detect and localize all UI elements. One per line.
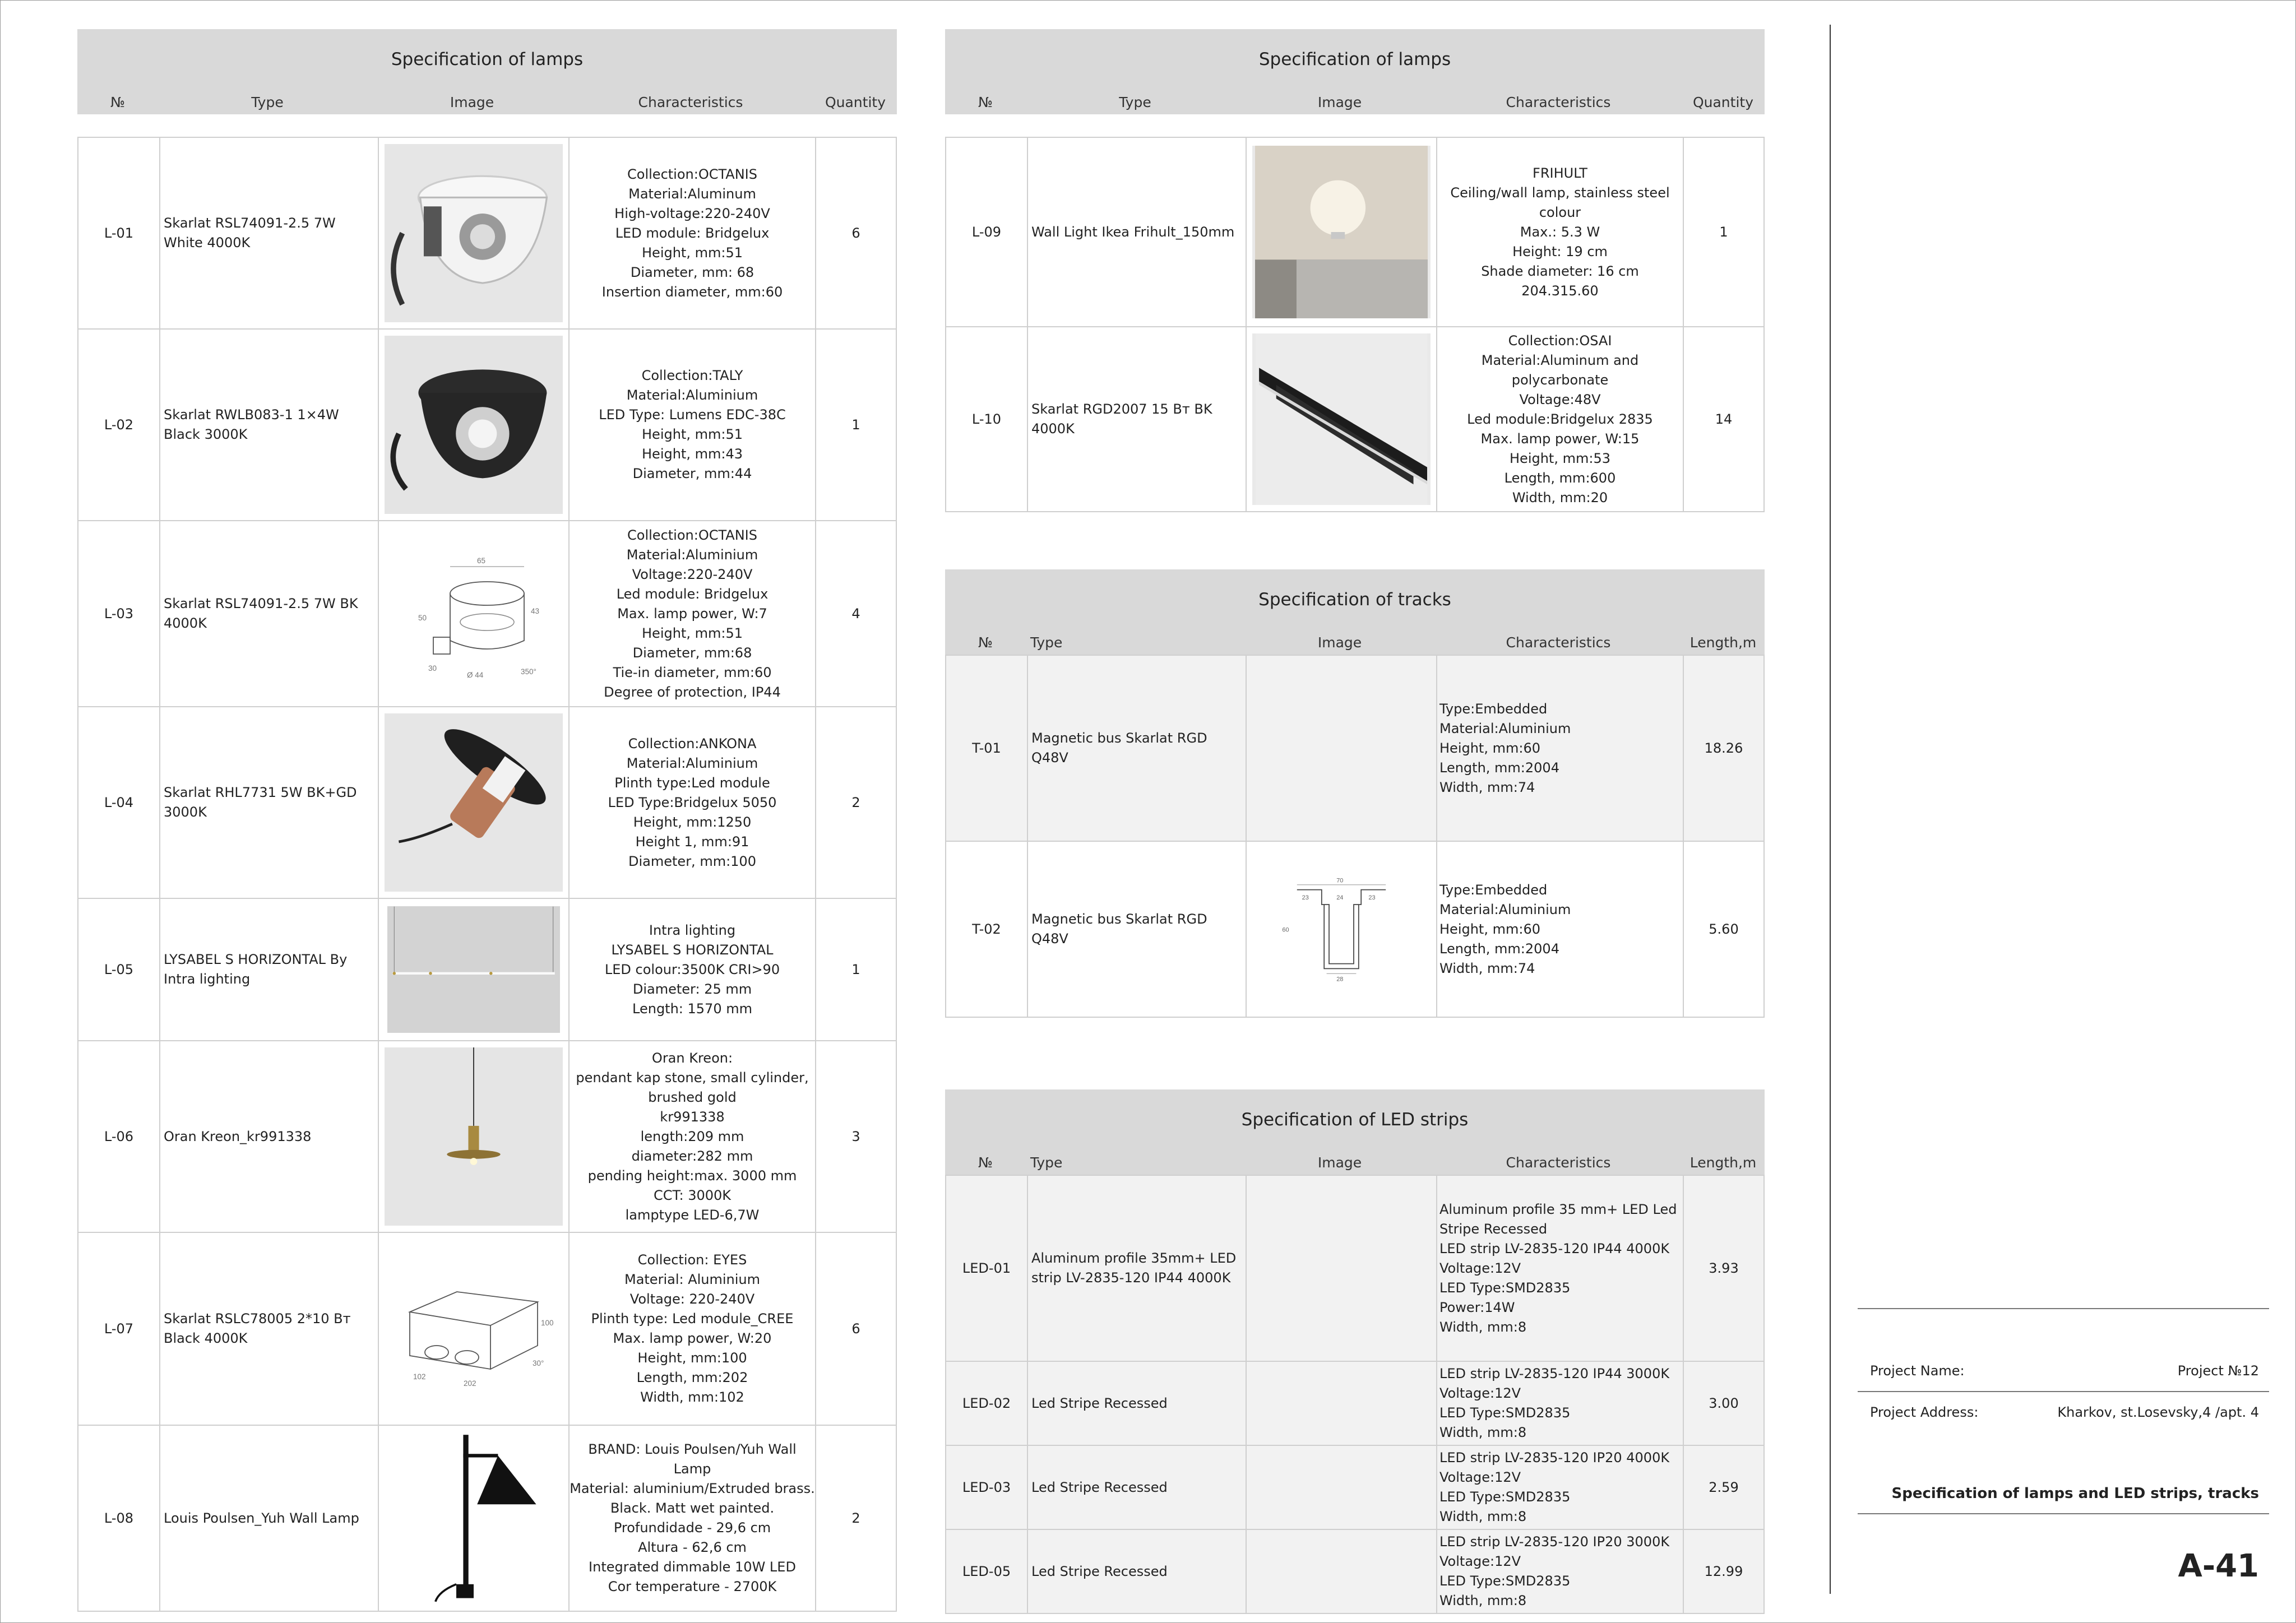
sheet-number: A-41 xyxy=(2178,1548,2259,1584)
row-type: Led Stripe Recessed xyxy=(1027,1362,1246,1445)
row-number: L-09 xyxy=(971,224,1002,240)
gold-pendant-icon xyxy=(385,1047,563,1226)
led-title: Specification of LED strips xyxy=(945,1089,1765,1150)
row-number: T-01 xyxy=(972,740,1001,756)
row-quantity: 2 xyxy=(815,707,896,898)
svg-text:24: 24 xyxy=(1336,894,1344,902)
row-quantity: 6 xyxy=(815,138,896,328)
row-number: LED-05 xyxy=(962,1563,1011,1579)
row-characteristics: Intra lighting LYSABEL S HORIZONTAL LED colour:3500K CRI>90 Diameter: 25 mm Length: 1570 mm xyxy=(568,899,815,1040)
tracks-header: № Type Image Characteristics Length,m xyxy=(945,630,1765,655)
row-quantity: 2 xyxy=(815,1426,896,1611)
sidebar-divider xyxy=(1830,25,1831,1594)
row-type: Louis Poulsen_Yuh Wall Lamp xyxy=(159,1426,378,1611)
svg-text:102: 102 xyxy=(413,1372,426,1381)
table-row xyxy=(946,656,1763,841)
col-quantity-header: Quantity xyxy=(825,94,886,110)
table-row xyxy=(78,1232,896,1425)
row-length: 3.93 xyxy=(1683,1176,1763,1361)
lamps-left-title: Specification of lamps xyxy=(77,29,897,90)
svg-text:65: 65 xyxy=(477,557,486,565)
row-characteristics: Collection:TALY Material:Aluminium LED Type: Lumens EDC-38C Height, mm:51 Height, mm:43 Diameter, mm:44 xyxy=(568,330,815,520)
svg-text:28: 28 xyxy=(1336,976,1344,983)
lamps-left-header xyxy=(77,90,897,114)
table-row xyxy=(946,1445,1763,1529)
row-type: Led Stripe Recessed xyxy=(1027,1446,1246,1529)
svg-text:70: 70 xyxy=(1336,877,1344,884)
row-type: Magnetic bus Skarlat RGD Q48V xyxy=(1027,842,1246,1017)
double-spot-drawing-icon xyxy=(385,1245,563,1413)
row-image-empty xyxy=(1246,1530,1436,1613)
table-row xyxy=(946,138,1763,326)
svg-text:350°: 350° xyxy=(521,667,536,676)
tracks-title: Specification of tracks xyxy=(945,569,1765,630)
row-characteristics: Oran Kreon: pendant kap stone, small cylinder, brushed gold kr991338 length:209 mm diameter:282 mm pending height:max. 3000 mm CCT: 3000K lamptype LED-6,7W xyxy=(568,1041,815,1232)
table-row xyxy=(946,1176,1763,1361)
row-type: Oran Kreon_kr991338 xyxy=(159,1041,378,1232)
white-downlight-icon xyxy=(385,144,563,322)
row-number: LED-02 xyxy=(962,1395,1011,1411)
table-row xyxy=(78,138,896,328)
row-type: Wall Light Ikea Frihult_150mm xyxy=(1027,138,1246,326)
table-row xyxy=(946,326,1763,511)
row-quantity: 1 xyxy=(1683,138,1763,326)
lamps-left-section xyxy=(77,29,897,1612)
downlight-drawing-icon xyxy=(385,530,563,698)
row-characteristics: Collection: EYES Material: Aluminium Voltage: 220-240V Plinth type: Led module_CREE Max. lamp power, W:20 Height, mm:100 Length, mm:202 Width, mm:102 xyxy=(568,1233,815,1425)
row-quantity: 14 xyxy=(1683,327,1763,511)
row-type: Magnetic bus Skarlat RGD Q48V xyxy=(1027,656,1246,841)
row-quantity: 1 xyxy=(815,899,896,1040)
row-quantity: 4 xyxy=(815,521,896,706)
row-characteristics: Collection:OCTANIS Material:Aluminum High-voltage:220-240V LED module: Bridgelux Height, mm:51 Diameter, mm: 68 Insertion diameter, mm:60 xyxy=(568,138,815,328)
col-num-header: № xyxy=(110,94,125,110)
project-name-label: Project Name: xyxy=(1870,1363,1965,1379)
row-characteristics: Collection:OSAI Material:Aluminum and polycarbonate Voltage:48V Led module:Bridgelux 2835 Max. lamp power, W:15 Height, mm:53 Length, mm:600 Width, mm:20 xyxy=(1436,327,1683,511)
row-number: L-04 xyxy=(104,794,134,810)
lamps-right-section xyxy=(945,29,1765,512)
row-length: 18.26 xyxy=(1683,656,1763,841)
linear-track-light-icon xyxy=(1252,333,1431,505)
sheet-title: Specification of lamps and LED strips, tracks xyxy=(1891,1485,2259,1502)
svg-text:50: 50 xyxy=(418,614,427,622)
lamps-right-table xyxy=(945,137,1765,512)
row-characteristics: FRIHULT Ceiling/wall lamp, stainless steel colour Max.: 5.3 W Height: 19 cm Shade diameter: 16 cm 204.315.60 xyxy=(1436,138,1683,326)
row-length: 3.00 xyxy=(1683,1362,1763,1445)
row-number: L-05 xyxy=(104,961,134,977)
row-image-empty xyxy=(1246,1446,1436,1529)
row-number: LED-01 xyxy=(962,1260,1011,1276)
row-number: L-07 xyxy=(104,1320,134,1337)
svg-text:23: 23 xyxy=(1368,894,1376,902)
row-type: Skarlat RSL74091-2.5 7W White 4000K xyxy=(159,138,378,328)
lamps-right-title: Specification of lamps xyxy=(945,29,1765,90)
row-number: L-01 xyxy=(104,225,134,241)
svg-text:30°: 30° xyxy=(533,1359,544,1367)
tracks-table xyxy=(945,655,1765,1018)
row-characteristics: Type:Embedded Material:Aluminium Height, mm:60 Length, mm:2004 Width, mm:74 xyxy=(1436,842,1683,1017)
row-image-empty xyxy=(1246,1362,1436,1445)
project-address-label: Project Address: xyxy=(1870,1404,1979,1420)
black-downlight-icon xyxy=(385,336,563,514)
row-length: 2.59 xyxy=(1683,1446,1763,1529)
lamps-right-header: № Type Image Characteristics Quantity xyxy=(945,90,1765,114)
table-row xyxy=(78,520,896,706)
svg-text:23: 23 xyxy=(1302,894,1309,902)
led-header: № Type Image Characteristics Length,m xyxy=(945,1150,1765,1175)
row-image-empty xyxy=(1246,656,1436,841)
globe-wall-light-icon xyxy=(1252,146,1431,318)
row-quantity: 6 xyxy=(815,1233,896,1425)
lamps-left-table xyxy=(77,137,897,1612)
row-type: Skarlat RSLC78005 2*10 Вт Black 4000K xyxy=(159,1233,378,1425)
row-number: T-02 xyxy=(972,921,1001,937)
row-characteristics: Collection:OCTANIS Material:Aluminium Voltage:220-240V Led module: Bridgelux Max. lamp power, W:7 Height, mm:51 Diameter, mm:68 Tie-in diameter, mm:60 Degree of protection, IP44 xyxy=(568,521,815,706)
row-type: Skarlat RHL7731 5W BK+GD 3000K xyxy=(159,707,378,898)
svg-text:202: 202 xyxy=(464,1379,476,1388)
wall-lamp-icon xyxy=(385,1431,563,1605)
svg-text:30: 30 xyxy=(428,664,437,673)
row-quantity: 3 xyxy=(815,1041,896,1232)
row-type: Skarlat RSL74091-2.5 7W BK 4000K xyxy=(159,521,378,706)
table-row xyxy=(946,841,1763,1017)
row-quantity: 1 xyxy=(815,330,896,520)
title-block-line xyxy=(1858,1308,2269,1309)
row-characteristics: LED strip LV-2835-120 IP20 4000K Voltage:12V LED Type:SMD2835 Width, mm:8 xyxy=(1436,1446,1683,1529)
led-table xyxy=(945,1175,1765,1614)
row-number: L-10 xyxy=(971,411,1002,427)
project-name-value: Project №12 xyxy=(2177,1363,2259,1379)
svg-text:100: 100 xyxy=(541,1319,554,1327)
title-block-line xyxy=(1858,1391,2269,1392)
row-length: 12.99 xyxy=(1683,1530,1763,1613)
table-row xyxy=(78,1425,896,1611)
row-characteristics: LED strip LV-2835-120 IP20 3000K Voltage:12V LED Type:SMD2835 Width, mm:8 xyxy=(1436,1530,1683,1613)
row-number: L-08 xyxy=(104,1510,134,1526)
table-row xyxy=(78,898,896,1040)
row-length: 5.60 xyxy=(1683,842,1763,1017)
pendant-copper-icon xyxy=(385,713,563,892)
table-row xyxy=(946,1361,1763,1445)
row-type: Led Stripe Recessed xyxy=(1027,1530,1246,1613)
led-section xyxy=(945,1089,1765,1614)
row-number: L-06 xyxy=(104,1128,134,1144)
project-address-value: Kharkov, st.Losevsky,4 /apt. 4 xyxy=(2057,1404,2259,1420)
table-row xyxy=(78,706,896,898)
col-characteristics-header: Characteristics xyxy=(638,94,743,110)
row-number: L-02 xyxy=(104,416,134,433)
tracks-section xyxy=(945,569,1765,1018)
row-number: L-03 xyxy=(104,605,134,622)
table-row xyxy=(946,1529,1763,1613)
row-characteristics: Aluminum profile 35 mm+ LED Led Stripe Recessed LED strip LV-2835-120 IP44 4000K Voltage:12V LED Type:SMD2835 Power:14W Width, mm:8 xyxy=(1436,1176,1683,1361)
svg-text:60: 60 xyxy=(1282,926,1289,934)
row-type: LYSABEL S HORIZONTAL By Intra lighting xyxy=(159,899,378,1040)
table-row xyxy=(78,1040,896,1232)
row-number: LED-03 xyxy=(962,1479,1011,1495)
svg-text:43: 43 xyxy=(531,607,540,615)
row-characteristics: BRAND: Louis Poulsen/Yuh Wall Lamp Material: aluminium/Extruded brass. Black. Matt wet painted. Profundidade - 29,6 cm Altura - 62,6 cm Integrated dimmable 10W LED Cor temperature - 2700K xyxy=(568,1426,815,1611)
title-block-line xyxy=(1858,1513,2269,1514)
track-profile-drawing-icon xyxy=(1280,868,1403,991)
row-characteristics: LED strip LV-2835-120 IP44 3000K Voltage:12V LED Type:SMD2835 Width, mm:8 xyxy=(1436,1362,1683,1445)
row-characteristics: Type:Embedded Material:Aluminium Height, mm:60 Length, mm:2004 Width, mm:74 xyxy=(1436,656,1683,841)
col-type-header: Type xyxy=(251,94,284,110)
svg-text:Ø 44: Ø 44 xyxy=(467,671,484,679)
row-characteristics: Collection:ANKONA Material:Aluminium Plinth type:Led module LED Type:Bridgelux 5050 Height, mm:1250 Height 1, mm:91 Diameter, mm:100 xyxy=(568,707,815,898)
row-type: Aluminum profile 35mm+ LED strip LV-2835-120 IP44 4000K xyxy=(1027,1176,1246,1361)
row-type: Skarlat RWLB083-1 1×4W Black 3000K xyxy=(159,330,378,520)
row-image-empty xyxy=(1246,1176,1436,1361)
table-row xyxy=(78,328,896,520)
row-type: Skarlat RGD2007 15 Вт BK 4000K xyxy=(1027,327,1246,511)
linear-pendant-icon xyxy=(387,906,560,1033)
col-image-header: Image xyxy=(450,94,494,110)
